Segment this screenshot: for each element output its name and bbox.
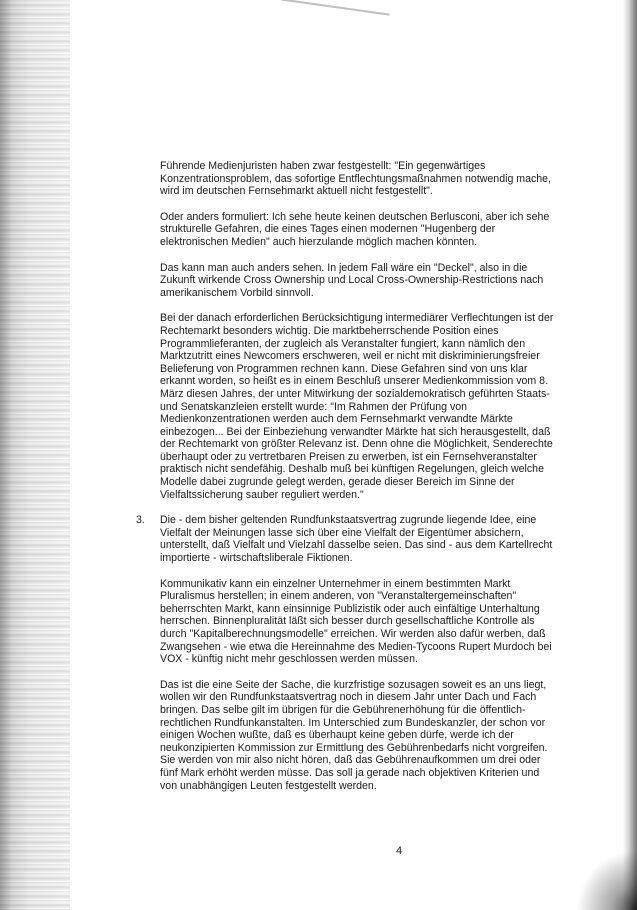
item-number: 3. <box>136 514 145 527</box>
scan-artifact-line <box>280 0 389 16</box>
numbered-item <box>136 514 555 565</box>
item-text: Die - dem bisher geltenden Rundfunkstaatsvertrag zugrunde liegende Idee, eine Vielfalt der Meinungen lasse sich über eine Vielfalt der Eigentümer absichern, unterstellt, daß Vielfalt und Vielzahl dasselbe seien. Das sind - aus dem Kartellrecht importierte - wirtschaftsliberale Fiktionen. <box>160 514 553 565</box>
paragraph: Das ist die eine Seite der Sache, die kurzfristige sozusagen soweit es an uns liegt, wollen wir den Rundfunkstaatsvertrag noch in diesem Jahr unter Dach und Fach bringen. Das selbe gilt im übrigen für die Gebührenerhöhung für die öffentlich-rechtlichen Rundfunkanstalten. Im Unterschied zum Bundeskanzler, der schon vor einigen Wochen wußte, daß es überhaupt keine geben dürfe, werde ich der neukonzipierten Kommission zur Ermittlung des Gebührenbedarfs nicht vorgreifen. Sie werden von mir also nicht hören, daß das Gebührenaufkommen um drei oder fünf Mark erhöht werden müsse. Das soll ja gerade nach objektiven Kriterien und von unabhängigen Leuten festgestellt werden. <box>160 678 548 792</box>
page-number: 4 <box>396 845 403 857</box>
document-body <box>136 160 555 805</box>
scan-shadow-right <box>623 0 637 910</box>
scan-shadow-corner <box>577 850 637 910</box>
paragraph: Bei der danach erforderlichen Berücksichtigung intermediärer Verflechtungen ist der Rechtemarkt besonders wichtig. Die marktbeherrschende Position eines Programmlieferanten, der zugleich als Veranstalter fungiert, kann nämlich den Marktzutritt eines Newcomers erschweren, weil er nicht mit diskriminierungsfreier Belieferung von Programmen rechnen kann. Diese Gefahren sind von uns klar erkannt worden, so heißt es in einem Beschluß unserer Medienkommission vom 8. März diesen Jahres, der unter Mitwirkung der sozialdemokratisch geführten Staats- und Senatskanzleien erstellt wurde: "Im Rahmen der Prüfung von Medienkonzentrationen werden auch dem Fernsehmarkt verwandte Märkte einbezogen... Bei der Einbeziehung verwandter Märkte hat sich herausgestellt, daß der Rechtemarkt von größter Relevanz ist. Denn ohne die Möglichkeit, Senderechte überhaupt oder zu vertretbaren Preisen zu erwerben, ist ein Fernsehveranstalter praktisch nicht sendefähig. Deshalb muß bei künftigen Regelungen, gleich welche Modelle dabei zugrunde gelegt werden, gerade dieser Bereich im Sinne der Vielfaltssicherung sauber reguliert werden." <box>160 312 554 501</box>
paragraph: Oder anders formuliert: Ich sehe heute keinen deutschen Berlusconi, aber ich sehe strukturelle Gefahren, die eines Tages einen modernen "Hugenberg der elektronischen Medien" auch hierzulande möglich machen könnten. <box>160 210 550 248</box>
paragraph: Kommunikativ kann ein einzelner Unternehmer in einem bestimmten Markt Pluralismus herstellen; in einem anderen, von "Veranstaltergemeinschaften" beherrschten Markt, kann einsinnige Publizistik oder auch einfältige Unterhaltung herrschen. Binnenpluralität läßt sich besser durch gesellschaftliche Kontrolle als durch "Kapitalberechnungsmodelle" erreichen. Wir werden also dafür werben, daß Zwangsehen - wie etwa die Hereinnahme des Medien-Tycoons Rupert Murdoch bei VOX - künftig nicht mehr geschlossen werden müssen. <box>160 577 552 666</box>
paragraph: Führende Medienjuristen haben zwar festgestellt: "Ein gegenwärtiges Konzentrationsproblem, das sofortige Entflechtungsmaßnahmen notwendig mache, wird im deutschen Fernsehmarkt aktuell nicht festgestellt". <box>160 160 552 198</box>
paragraph: Das kann man auch anders sehen. In jedem Fall wäre ein "Deckel", also in die Zukunft wirkende Cross Ownership und Local Cross-Ownership-Restrictions nach amerikanischem Vorbild sinnvoll. <box>160 261 544 299</box>
scan-shadow-left <box>0 0 70 910</box>
